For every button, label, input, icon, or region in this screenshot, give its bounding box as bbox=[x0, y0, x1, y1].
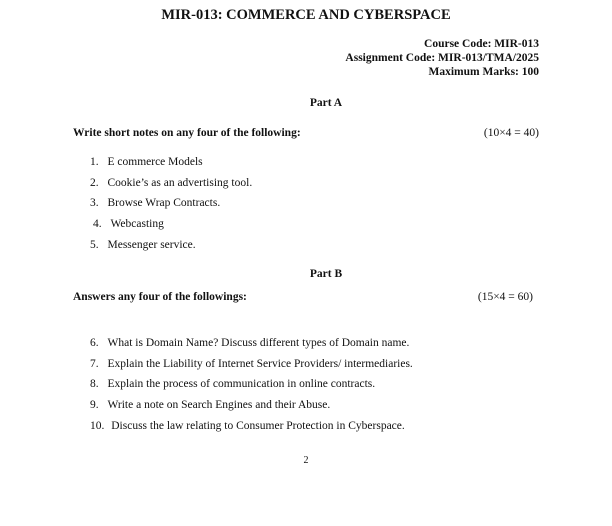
item-number: 8. bbox=[90, 378, 99, 390]
item-number: 10. bbox=[90, 420, 105, 432]
item-number: 3. bbox=[90, 197, 99, 209]
item-number: 2. bbox=[90, 177, 99, 189]
item-text: Browse Wrap Contracts. bbox=[107, 197, 221, 209]
item-number: 5. bbox=[90, 239, 99, 251]
list-item bbox=[90, 420, 405, 432]
item-text: Write a note on Search Engines and their Abuse. bbox=[107, 399, 331, 411]
part-b-heading: Part B bbox=[309, 268, 343, 280]
part-b-marks: (15×4 = 60) bbox=[477, 291, 533, 303]
item-number: 4. bbox=[93, 218, 102, 230]
list-item bbox=[90, 239, 196, 251]
item-number: 1. bbox=[90, 156, 99, 168]
list-item bbox=[90, 156, 203, 168]
part-a-instruction: Write short notes on any four of the following: bbox=[73, 127, 301, 139]
part-a-heading: Part A bbox=[309, 97, 343, 109]
assignment-code: Assignment Code: MIR-013/TMA/2025 bbox=[345, 52, 539, 64]
list-item bbox=[90, 177, 252, 189]
list-item bbox=[90, 337, 409, 349]
list-item bbox=[93, 218, 164, 230]
list-item bbox=[90, 358, 413, 370]
part-a-marks: (10×4 = 40) bbox=[483, 127, 539, 139]
maximum-marks: Maximum Marks: 100 bbox=[428, 66, 539, 78]
list-item bbox=[90, 197, 220, 209]
part-b-instruction: Answers any four of the followings: bbox=[73, 291, 247, 303]
list-item bbox=[90, 378, 375, 390]
item-text: Explain the Liability of Internet Service Providers/ intermediaries. bbox=[107, 358, 413, 370]
item-text: What is Domain Name? Discuss different types of Domain name. bbox=[107, 337, 410, 349]
item-text: E commerce Models bbox=[107, 156, 203, 168]
page-number: 2 bbox=[303, 455, 309, 466]
item-text: Messenger service. bbox=[107, 239, 196, 251]
item-text: Cookie’s as an advertising tool. bbox=[107, 177, 253, 189]
list-item bbox=[90, 399, 330, 411]
item-text: Webcasting bbox=[110, 218, 164, 230]
item-number: 9. bbox=[90, 399, 99, 411]
item-number: 6. bbox=[90, 337, 99, 349]
item-text: Discuss the law relating to Consumer Protection in Cyberspace. bbox=[111, 420, 405, 432]
page-title: MIR-013: COMMERCE AND CYBERSPACE bbox=[161, 7, 451, 23]
item-text: Explain the process of communication in online contracts. bbox=[107, 378, 376, 390]
item-number: 7. bbox=[90, 358, 99, 370]
course-code: Course Code: MIR-013 bbox=[424, 38, 539, 50]
